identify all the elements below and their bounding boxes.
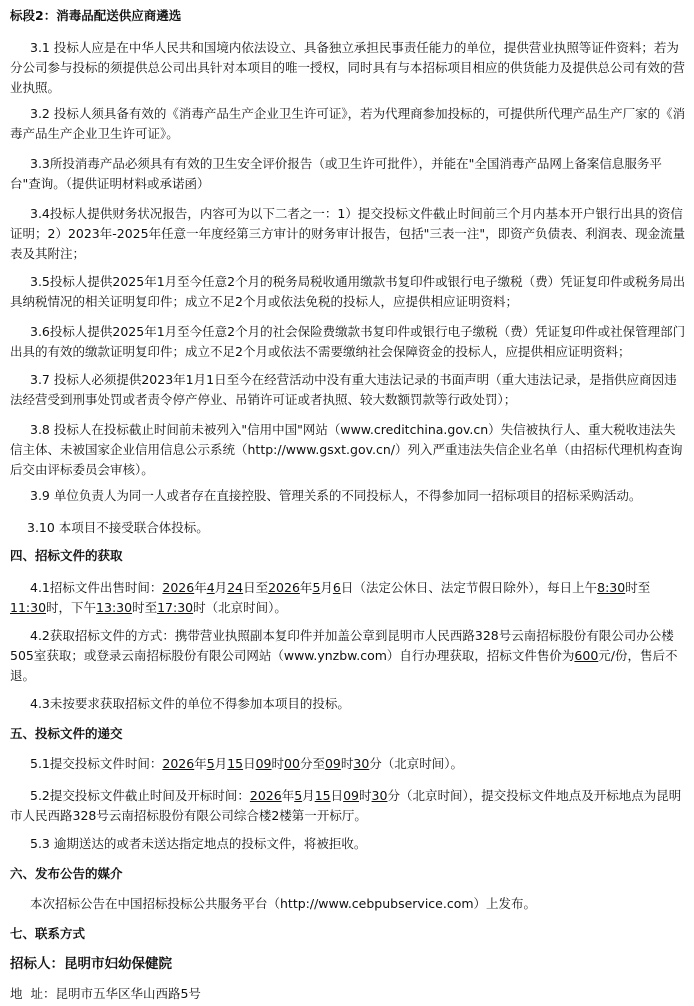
section-title-7: 七、联系方式 [10, 926, 86, 941]
clause-5-2: 5.2提交投标文件截止时间及开标时间：2026年5月15日09时30分（北京时间），提交投标文件地点及开标地点为昆明市人民西路328号云南招标股份有限公司综合楼2楼第一开标厅。 [10, 788, 682, 823]
section-title-4: 四、招标文件的获取 [10, 548, 123, 563]
address-line: 地 址：昆明市五华区华山西路5号 [10, 986, 201, 1001]
clause-5-1: 5.1提交投标文件时间：2026年5月15日09时00分至09时30分（北京时间）。 [30, 756, 464, 771]
clause-4-1: 4.1招标文件出售时间：2026年4月24日至2026年5月6日（法定公休日、法定节假日除外），每日上午8:30时至11:30时，下午13:30时至17:30时（北京时间）。 [10, 580, 651, 615]
clause-3-6: 3.6投标人提供2025年1月至今任意2个月的社会保险费缴款书复印件或银行电子缴税（费）凭证复印件或社保管理部门出具的有效的缴款证明复印件；成立不足2个月或依法不需要缴纳社会保障资金的投标人，应提供相应证明资料； [10, 324, 686, 359]
section-title-tender2: 标段2：消毒品配送供应商遴选 [10, 8, 182, 23]
clause-4-2: 4.2获取招标文件的方式：携带营业执照副本复印件并加盖公章到昆明市人民西路328号云南招标股份有限公司办公楼505室获取；或登录云南招标股份有限公司网站（www.ynzbw.com）自行办理获取，招标文件售价为600元/份，售后不退。 [10, 628, 678, 683]
clause-3-1: 3.1 投标人应是在中华人民共和国境内依法设立、具备独立承担民事责任能力的单位，提供营业执照等证件资料；若为分公司参与投标的须提供总公司出具针对本项目的唯一授权，同时具有与本招标项目相应的供货能力及提供总公司有效的营业执照。 [10, 40, 686, 95]
clause-3-4: 3.4投标人提供财务状况报告，内容可为以下二者之一：1）提交投标文件截止时间前三个月内基本开户银行出具的资信证明；2）2023年-2025年任意一年度经第三方审计的财务审计报告，包括"三表一注"，即资产负债表、利润表、现金流量表及其附注； [10, 206, 686, 261]
clause-3-7: 3.7 投标人必须提供2023年1月1日至今在经营活动中没有重大违法记录的书面声明（重大违法记录，是指供应商因违法经营受到刑事处罚或者责令停产停业、吊销许可证或者执照、较大数额罚款等行政处罚）； [10, 372, 677, 407]
clause-3-8: 3.8 投标人在投标截止时间前未被列入"信用中国"网站（www.creditchina.gov.cn）失信被执行人、重大税收违法失信主体、未被国家企业信用信息公示系统（http://www.gsxt.gov.cn/）列入严重违法失信企业名单（由招标代理机构查询后交由评标委员会审核）。 [10, 422, 683, 477]
tenderer-line: 招标人：昆明市妇幼保健院 [10, 956, 172, 972]
clause-3-5: 3.5投标人提供2025年1月至今任意2个月的税务局税收通用缴款书复印件或银行电子缴税（费）凭证复印件或税务局出具纳税情况的相关证明复印件；成立不足2个月或依法免税的投标人，应提供相应证明资料； [10, 274, 686, 309]
clause-3-9: 3.9 单位负责人为同一人或者存在直接控股、管理关系的不同投标人，不得参加同一招标项目的招标采购活动。 [30, 488, 642, 503]
clause-4-3: 4.3未按要求获取招标文件的单位不得参加本项目的投标。 [30, 696, 350, 711]
clause-3-2: 3.2 投标人须具备有效的《消毒产品生产企业卫生许可证》，若为代理商参加投标的，可提供所代理产品生产厂家的《消毒产品生产企业卫生许可证》。 [10, 106, 686, 141]
section-title-5: 五、投标文件的递交 [10, 726, 123, 741]
media-paragraph: 本次招标公告在中国招标投标公共服务平台（http://www.cebpubservice.com）上发布。 [30, 896, 537, 911]
clause-3-3: 3.3所投消毒产品必须具有有效的卫生安全评价报告（或卫生许可批件），并能在"全国消毒产品网上备案信息服务平台"查询。（提供证明材料或承诺函） [10, 156, 662, 191]
clause-3-10: 3.10 本项目不接受联合体投标。 [27, 520, 209, 535]
section-title-6: 六、发布公告的媒介 [10, 866, 123, 881]
clause-5-3: 5.3 逾期送达的或者未送达指定地点的投标文件，将被拒收。 [30, 836, 367, 851]
